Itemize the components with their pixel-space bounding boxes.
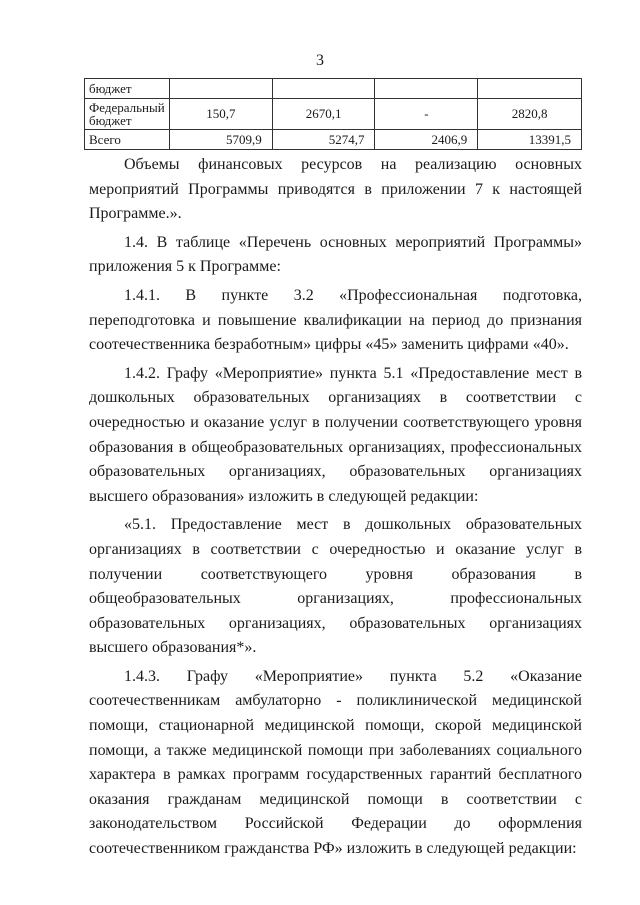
table-cell-label: бюджет bbox=[85, 79, 170, 99]
paragraph: 1.4. В таблице «Перечень основных мероприятий Программы» приложения 5 к Программе: bbox=[89, 233, 582, 276]
paragraph: Объемы финансовых ресурсов на реализацию основных мероприятий Программы приводятся в приложении 7 к настоящей Программе.». bbox=[89, 156, 582, 223]
table-cell: 5709,9 bbox=[169, 130, 272, 150]
table-cell-label: Всего bbox=[85, 130, 170, 150]
table-row bbox=[85, 130, 582, 150]
page-number: 3 bbox=[316, 52, 324, 69]
paragraph: «5.1. Предоставление мест в дошкольных образовательных организациях в соответствии с очередностью и оказание услуг в получении соответствующего уровня образования в общеобразовательных организациях, профессиональных образовательных организациях, образовательных организациях высшего образования*». bbox=[89, 516, 582, 657]
table-row bbox=[85, 79, 582, 99]
document-body bbox=[89, 153, 582, 862]
table-cell: 2406,9 bbox=[375, 130, 478, 150]
table-cell: 5274,7 bbox=[272, 130, 375, 150]
budget-table bbox=[84, 78, 582, 150]
paragraph: 1.4.3. Графу «Мероприятие» пункта 5.2 «Оказание соотечественникам амбулаторно - поликлинической медицинской помощи, стационарной медицинской помощи, скорой медицинской помощи, а также медицинской помощи при заболеваниях социального характера в рамках программ государственных гарантий бесплатного оказания гражданам медицинской помощи в соответствии с законодательством Российской Федерации до оформления соотечественником гражданства РФ» изложить в следующей редакции: bbox=[89, 667, 582, 858]
table-cell-label: Федеральный бюджет bbox=[85, 99, 170, 130]
paragraph: 1.4.2. Графу «Мероприятие» пункта 5.1 «Предоставление мест в дошкольных образовательных организациях в соответствии с очередностью и оказание услуг в получении соответствующего уровня образования в общеобразовательных организациях, профессиональных образовательных организациях, образовательных организациях высшего образования» изложить в следующей редакции: bbox=[89, 364, 582, 505]
table-cell: 13391,5 bbox=[478, 130, 582, 150]
table-cell: 2670,1 bbox=[272, 99, 375, 130]
table-cell bbox=[478, 79, 582, 99]
table-cell bbox=[169, 79, 272, 99]
table-cell: - bbox=[375, 99, 478, 130]
table-cell bbox=[375, 79, 478, 99]
paragraph: 1.4.1. В пункте 3.2 «Профессиональная подготовка, переподготовка и повышение квалификации на период до признания соотечественника безработным» цифры «45» заменить цифрами «40». bbox=[89, 286, 582, 354]
table-row bbox=[85, 99, 582, 130]
table-cell: 150,7 bbox=[169, 99, 272, 130]
table-cell: 2820,8 bbox=[478, 99, 582, 130]
table-cell bbox=[272, 79, 375, 99]
